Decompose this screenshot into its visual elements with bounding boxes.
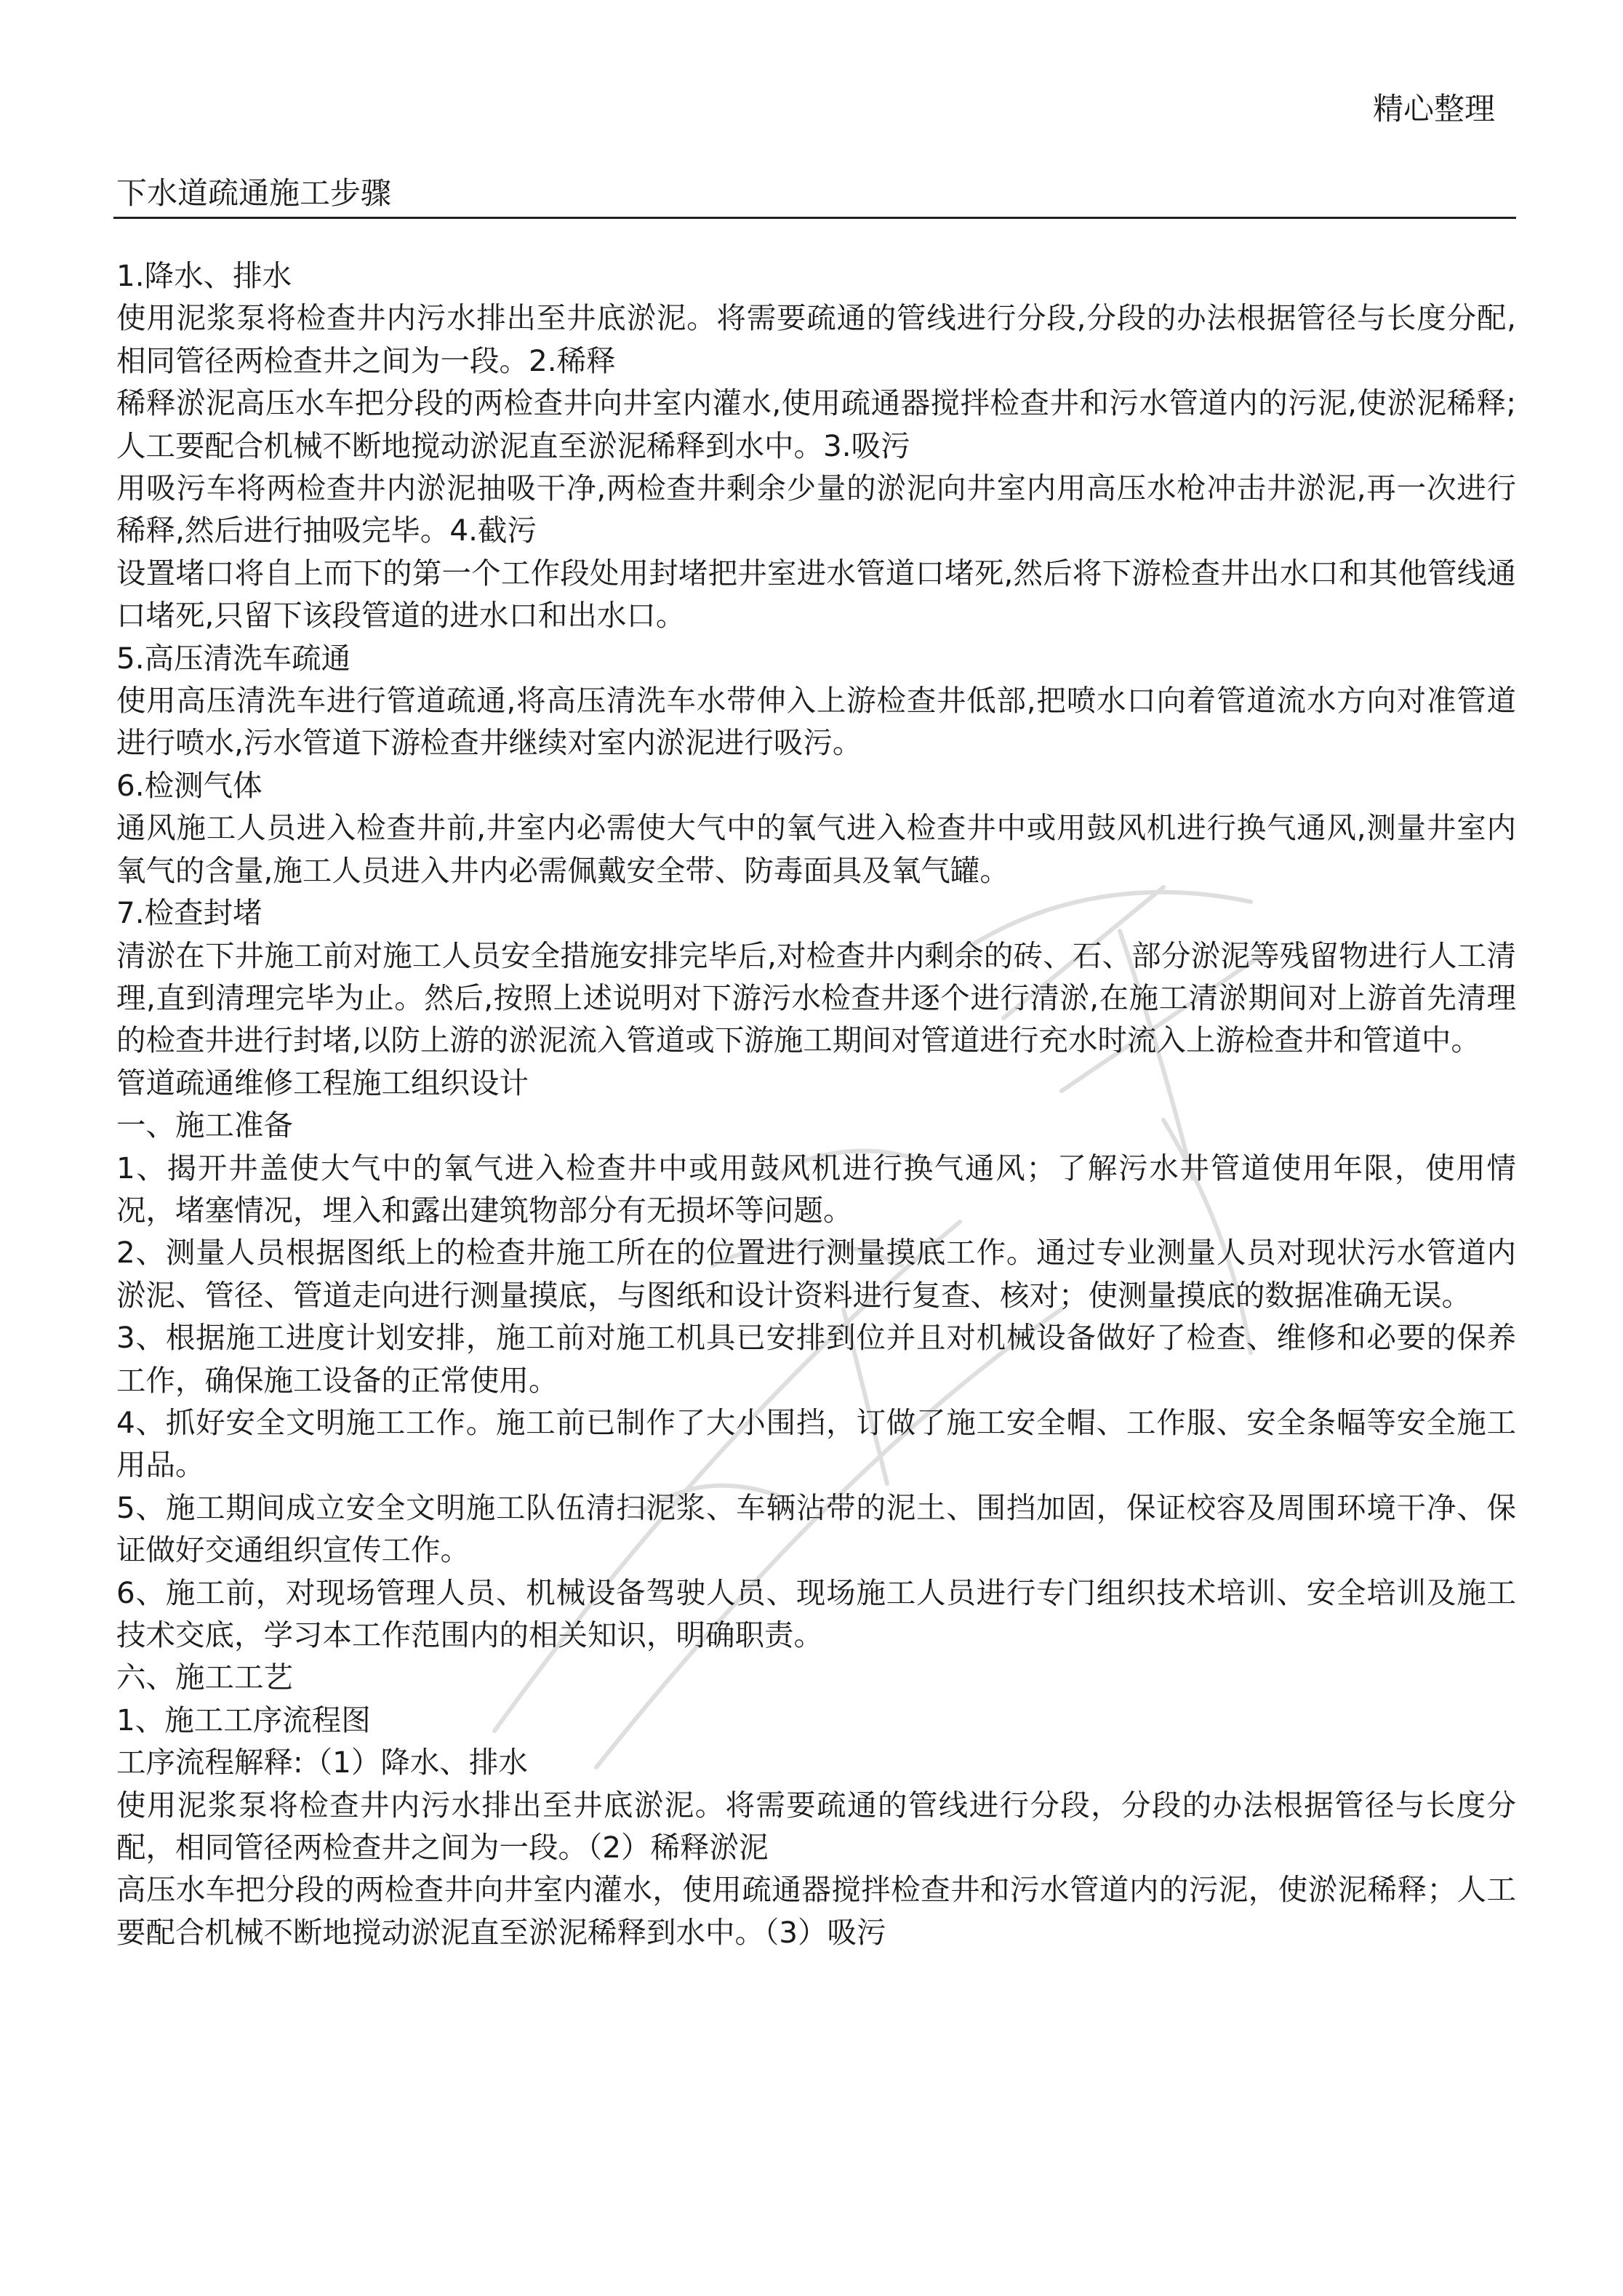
- paragraph: 5、施工期间成立安全文明施工队伍清扫泥浆、车辆沾带的泥土、围挡加固，保证校容及周围环境干净、保证做好交通组织宣传工作。: [116, 1489, 1516, 1568]
- document-body: [116, 255, 1516, 1953]
- paragraph: 通风施工人员进入检查井前,井室内必需使大气中的氧气进入检查井中或用鼓风机进行换气通风,测量井室内氧气的含量,施工人员进入井内必需佩戴安全带、防毒面具及氧气罐。: [116, 810, 1516, 888]
- paragraph: 5.高压清洗车疏通: [116, 640, 351, 676]
- paragraph: 1、揭开井盖使大气中的氧气进入检查井中或用鼓风机进行换气通风；了解污水井管道使用年限，使用情况，堵塞情况，埋入和露出建筑物部分有无损坏等问题。: [116, 1150, 1516, 1228]
- section-heading: 六、施工工艺: [116, 1660, 293, 1695]
- paragraph: 7.检查封堵: [116, 895, 263, 931]
- paragraph: 使用泥浆泵将检查井内污水排出至井底淤泥。将需要疏通的管线进行分段，分段的办法根据管径与长度分配，相同管径两检查井之间为一段。（2）稀释淤泥: [116, 1787, 1516, 1865]
- paragraph: 1.降水、排水: [116, 258, 292, 293]
- paragraph: 工序流程解释:（1）降水、排水: [116, 1745, 528, 1780]
- paragraph: 稀释淤泥高压水车把分段的两检查井向井室内灌水,使用疏通器搅拌检查井和污水管道内的污泥,使淤泥稀释;人工要配合机械不断地搅动淤泥直至淤泥稀释到水中。3.吸污: [116, 385, 1516, 463]
- paragraph: 6、施工前，对现场管理人员、机械设备驾驶人员、现场施工人员进行专门组织技术培训、安全培训及施工技术交底，学习本工作范围内的相关知识，明确职责。: [116, 1575, 1516, 1652]
- paragraph: 1、施工工序流程图: [116, 1702, 371, 1737]
- paragraph: 使用高压清洗车进行管道疏通,将高压清洗车水带伸入上游检查井低部,把喷水口向着管道流水方向对准管道进行喷水,污水管道下游检查井继续对室内淤泥进行吸污。: [116, 683, 1516, 761]
- paragraph: 用吸污车将两检查井内淤泥抽吸干净,两检查井剩余少量的淤泥向井室内用高压水枪冲击井淤泥,再一次进行稀释,然后进行抽吸完毕。4.截污: [116, 471, 1516, 548]
- paragraph: 3、根据施工进度计划安排，施工前对施工机具已安排到位并且对机械设备做好了检查、维修和必要的保养工作，确保施工设备的正常使用。: [116, 1320, 1516, 1398]
- paragraph: 使用泥浆泵将检查井内污水排出至井底淤泥。将需要疏通的管线进行分段,分段的办法根据管径与长度分配,相同管径两检查井之间为一段。2.稀释: [116, 300, 1516, 378]
- paragraph: 高压水车把分段的两检查井向井室内灌水，使用疏通器搅拌检查井和污水管道内的污泥，使淤泥稀释；人工要配合机械不断地搅动淤泥直至淤泥稀释到水中。（3）吸污: [116, 1872, 1516, 1950]
- paragraph: 4、抓好安全文明施工工作。施工前已制作了大小围挡，订做了施工安全帽、工作服、安全条幅等安全施工用品。: [116, 1404, 1516, 1483]
- document-title: 下水道疏通施工步骤: [116, 175, 392, 211]
- section-heading: 一、施工准备: [116, 1108, 293, 1143]
- title-divider: [113, 217, 1516, 219]
- paragraph: 6.检测气体: [116, 767, 263, 803]
- paragraph: 清淤在下井施工前对施工人员安全措施安排完毕后,对检查井内剩余的砖、石、部分淤泥等残留物进行人工清理,直到清理完毕为止。然后,按照上述说明对下游污水检查井逐个进行清淤,在施工清淤期间对上游首先清理的检查井进行封堵,以防上游的淤泥流入管道或下游施工期间对管道进行充水时流入上游检查井和管道中。: [116, 937, 1516, 1058]
- paragraph: 设置堵口将自上而下的第一个工作段处用封堵把井室进水管道口堵死,然后将下游检查井出水口和其他管线通口堵死,只留下该段管道的进水口和出水口。: [116, 555, 1516, 633]
- header-label: 精心整理: [1372, 91, 1495, 127]
- paragraph: 2、测量人员根据图纸上的检查井施工所在的位置进行测量摸底工作。通过专业测量人员对现状污水管道内淤泥、管径、管道走向进行测量摸底，与图纸和设计资料进行复查、核对；使测量摸底的数据准确无误。: [116, 1235, 1516, 1313]
- section-heading: 管道疏通维修工程施工组织设计: [116, 1065, 529, 1100]
